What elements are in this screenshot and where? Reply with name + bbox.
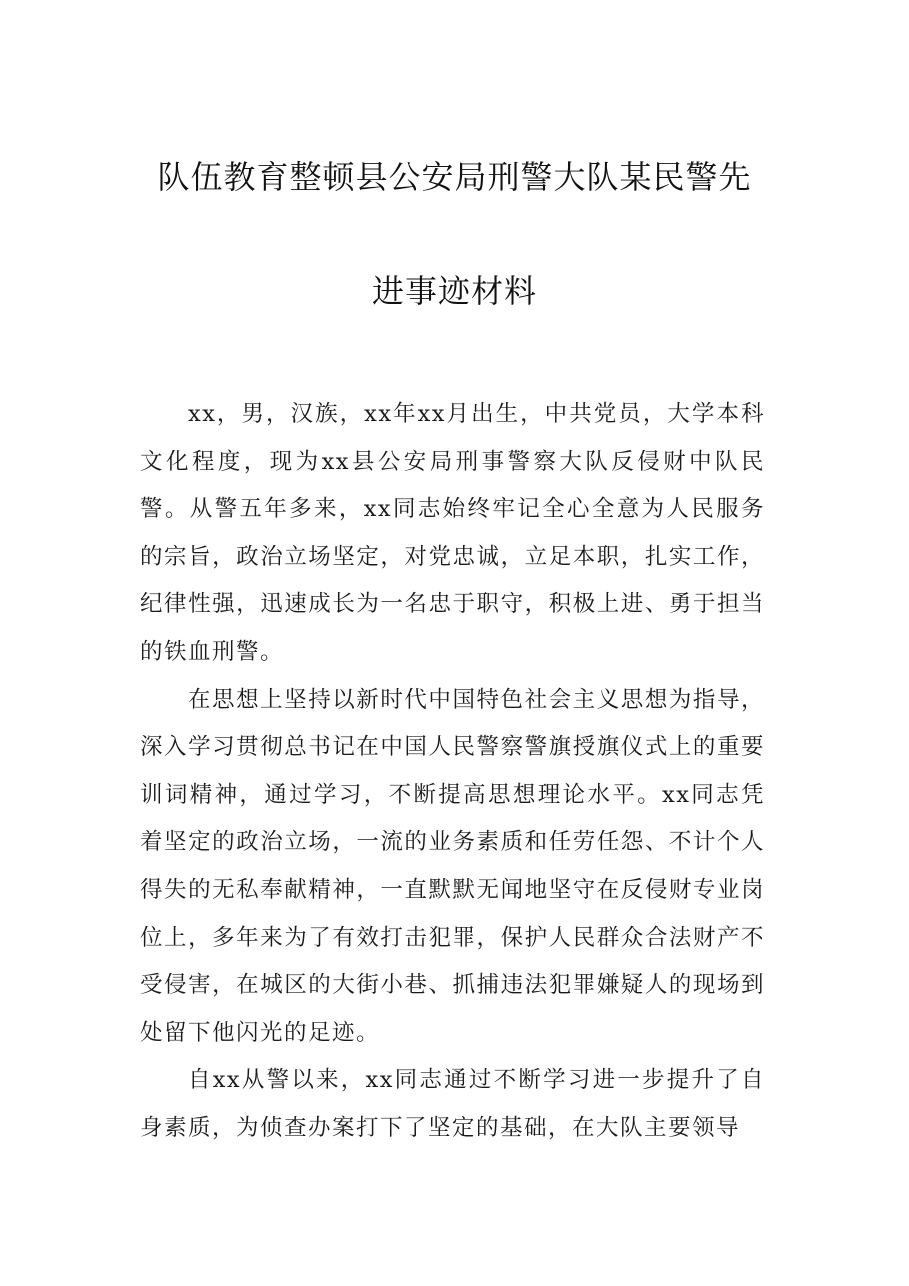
paragraph-2: 在思想上坚持以新时代中国特色社会主义思想为指导，深入学习贯彻总书记在中国人民警察警旗授旗仪式上的重要训词精神，通过学习，不断提高思想理论水平。xx同志凭着坚定的政治立场，一流的业务素质和任劳任怨、不计个人得失的无私奉献精神，一直默默无闻地坚守在反侵财专业岗位上，多年来为了有效打击犯罪，保护人民群众合法财产不受侵害，在城区的大街小巷、抓捕违法犯罪嫌疑人的现场到处留下他闪光的足迹。 <box>140 686 765 1046</box>
document-title-line-2: 进事迹材料 <box>371 272 537 310</box>
document-title-line-1: 队伍教育整顿县公安局刑警大队某民警先 <box>157 158 752 196</box>
paragraph-3: 自xx从警以来，xx同志通过不断学习进一步提升了自身素质，为侦查办案打下了坚定的基础，在大队主要领导 <box>140 1067 765 1141</box>
document-body <box>140 391 765 1153</box>
paragraph-1: xx，男，汉族，xx年xx月出生，中共党员，大学本科文化程度，现为xx县公安局刑事警察大队反侵财中队民警。从警五年多来，xx同志始终牢记全心全意为人民服务的宗旨，政治立场坚定，对党忠诚，立足本职，扎实工作，纪律性强，迅速成长为一名忠于职守，积极上进、勇于担当的铁血刑警。 <box>140 401 765 665</box>
